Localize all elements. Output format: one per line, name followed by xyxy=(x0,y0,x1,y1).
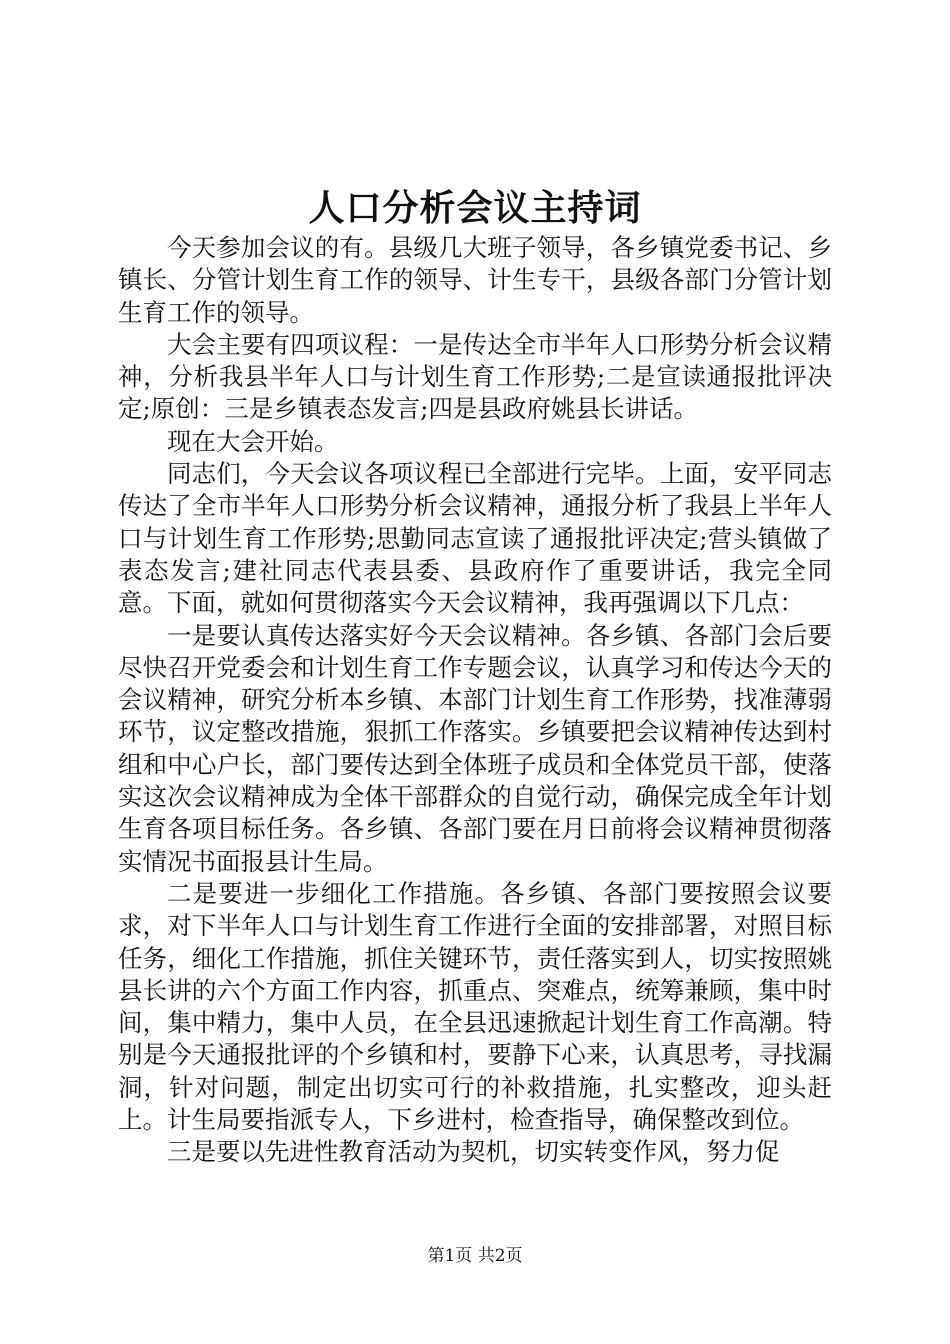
paragraph-opening: 现在大会开始。 xyxy=(167,426,339,456)
paragraph-agenda: 大会主要有四项议程：一是传达全市半年人口形势分析会议精神，分析我县半年人口与计划生育工作形势;二是宣读通报批评决定;原创：三是乡镇表态发言;四是县政府姚县长讲话。 xyxy=(118,329,832,424)
document-body xyxy=(118,232,832,1169)
page-footer: 第1页 共2页 xyxy=(427,1246,523,1266)
paragraph-attendees: 今天参加会议的有。县级几大班子领导，各乡镇党委书记、乡镇长、分管计划生育工作的领导、计生专干，县级各部门分管计划生育工作的领导。 xyxy=(118,233,832,327)
paragraph-point-one: 一是要认真传达落实好今天会议精神。各乡镇、各部门会后要尽快召开党委会和计划生育工作专题会议，认真学习和传达今天的会议精神，研究分析本乡镇、本部门计划生育工作形势，找准薄弱环节，议定整改措施，狠抓工作落实。乡镇要把会议精神传达到村组和中心户长，部门要传达到全体班子成员和全体党员干部，使落实这次会议精神成为全体干部群众的自觉行动，确保完成全年计划生育各项目标任务。各乡镇、各部门要在月日前将会议精神贯彻落实情况书面报县计生局。 xyxy=(118,620,832,876)
paragraph-summary: 同志们，今天会议各项议程已全部进行完毕。上面，安平同志传达了全市半年人口形势分析会议精神，通报分析了我县上半年人口与计划生育工作形势;思勤同志宣读了通报批评决定;营头镇做了表态发言;建社同志代表县委、县政府作了重要讲话，我完全同意。下面，就如何贯彻落实今天会议精神，我再强调以下几点： xyxy=(118,459,832,618)
document-title: 人口分析会议主持词 xyxy=(308,187,642,229)
paragraph-point-three: 三是要以先进性教育活动为契机，切实转变作风，努力促 xyxy=(167,1137,780,1167)
paragraph-point-two: 二是要进一步细化工作措施。各乡镇、各部门要按照会议要求，对下半年人口与计划生育工作进行全面的安排部署，对照目标任务，细化工作措施，抓住关键环节，责任落实到人，切实按照姚县长讲的六个方面工作内容，抓重点、突难点，统筹兼顾，集中时间，集中精力，集中人员，在全县迅速掀起计划生育工作高潮。特别是今天通报批评的个乡镇和村，要静下心来，认真思考，寻找漏洞，针对问题，制定出切实可行的补救措施，扎实整改，迎头赶上。计生局要指派专人，下乡进村，检查指导，确保整改到位。 xyxy=(118,878,832,1135)
